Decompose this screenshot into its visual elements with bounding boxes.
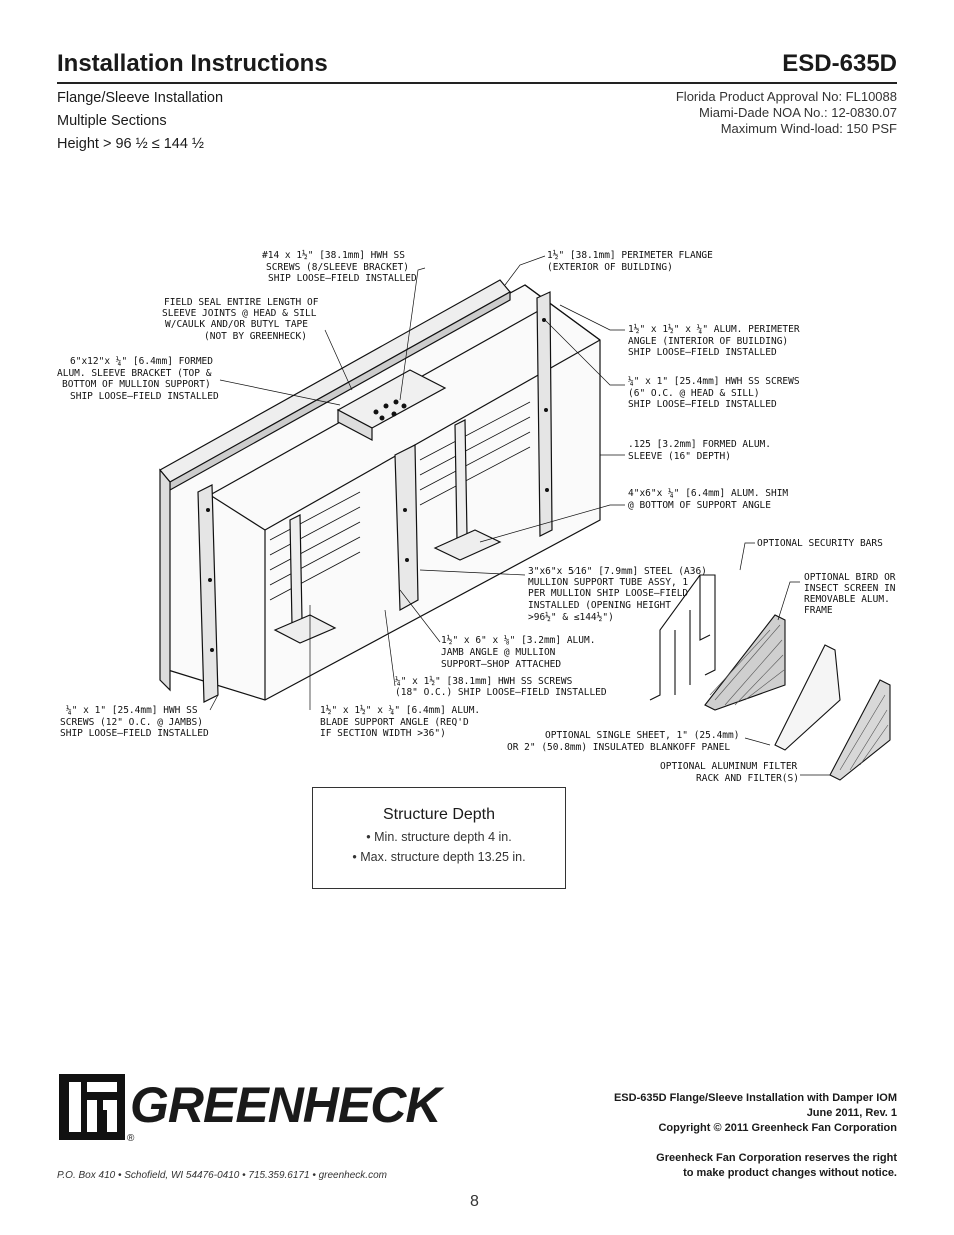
footer-notice-1: Greenheck Fan Corporation reserves the right [656, 1152, 897, 1164]
callout-screws-sleeve-bracket: #14 x 1½" [38.1mm] HWH SS SCREWS (8/SLEEVE BRACKET) SHIP LOOSE–FIELD INSTALLED [262, 250, 417, 284]
subtitle-sections: Multiple Sections [57, 113, 167, 129]
callout-blade-support: 1½" x 1½" x ¼" [6.4mm] ALUM. BLADE SUPPORT ANGLE (REQ'D IF SECTION WIDTH >36") [320, 705, 481, 739]
structure-depth-title: Structure Depth [382, 806, 496, 823]
wind-load: Maximum Wind-load: 150 PSF [720, 121, 897, 136]
footer-copyright: Copyright © 2011 Greenheck Fan Corporation [658, 1122, 897, 1134]
florida-approval: Florida Product Approval No: FL10088 [675, 89, 897, 104]
callout-field-seal: FIELD SEAL ENTIRE LENGTH OF SLEEVE JOINTS @ HEAD & SILL W/CAULK AND/OR BUTYL TAPE (NOT BY GREENHECK) [162, 297, 319, 342]
footer-notice-2: to make product changes without notice. [683, 1167, 897, 1179]
registered-mark: ® [127, 1133, 135, 1144]
callout-formed-sleeve: .125 [3.2mm] FORMED ALUM. SLEEVE (16" DEPTH) [628, 439, 771, 462]
footer-doc-title: ESD-635D Flange/Sleeve Installation with Damper IOM [613, 1092, 897, 1104]
company-address: P.O. Box 410 • Schofield, WI 54476-0410 • 715.359.6171 • greenheck.com [57, 1170, 387, 1181]
callout-mullion-screws: ¼" x 1½" [38.1mm] HWH SS SCREWS (18" O.C.) SHIP LOOSE–FIELD INSTALLED [395, 676, 607, 698]
footer-date: June 2011, Rev. 1 [806, 1107, 897, 1119]
callout-security-bars: OPTIONAL SECURITY BARS [757, 538, 883, 549]
min-depth: • Min. structure depth 4 in. [366, 830, 512, 844]
callout-head-sill-screws: ¼" x 1" [25.4mm] HWH SS SCREWS (6" O.C. @ HEAD & SILL) SHIP LOOSE–FIELD INSTALLED [628, 376, 800, 410]
max-depth: • Max. structure depth 13.25 in. [352, 850, 526, 864]
page-number: 8 [470, 1193, 479, 1210]
callout-sleeve-bracket: 6"x12"x ¼" [6.4mm] FORMED ALUM. SLEEVE BRACKET (TOP & BOTTOM OF MULLION SUPPORT) SHIP LOOSE–FIELD INSTALLED [57, 356, 219, 402]
header-divider [57, 82, 897, 84]
model-number: ESD-635D [782, 50, 897, 77]
callout-jamb-angle: 1½" x 6" x ⅛" [3.2mm] ALUM. JAMB ANGLE @ MULLION SUPPORT–SHOP ATTACHED [441, 635, 596, 670]
callout-perimeter-flange: 1½" [38.1mm] PERIMETER FLANGE (EXTERIOR OF BUILDING) [547, 250, 713, 273]
callout-blankoff-panel: OPTIONAL SINGLE SHEET, 1" (25.4mm) OR 2" (50.8mm) INSULATED BLANKOFF PANEL [507, 730, 740, 753]
subtitle-installation: Flange/Sleeve Installation [57, 90, 224, 106]
callout-insect-screen: OPTIONAL BIRD OR INSECT SCREEN IN REMOVABLE ALUM. FRAME [804, 572, 896, 616]
miami-dade-noa: Miami-Dade NOA No.: 12-0830.07 [699, 105, 897, 120]
callout-shim: 4"x6"x ¼" [6.4mm] ALUM. SHIM @ BOTTOM OF SUPPORT ANGLE [628, 488, 789, 511]
callout-filter-rack: OPTIONAL ALUMINUM FILTER RACK AND FILTER(S) [660, 761, 799, 784]
structure-depth-box [312, 787, 566, 889]
callout-mullion-tube: 3"x6"x 5⁄16" [7.9mm] STEEL (A36) MULLION SUPPORT TUBE ASSY, 1 PER MULLION SHIP LOOSE–FIELD INSTALLED (OPENING HEIGHT >96½" & ≤144½") [528, 566, 707, 623]
callout-jamb-screws: ¼" x 1" [25.4mm] HWH SS SCREWS (12" O.C. @ JAMBS) SHIP LOOSE–FIELD INSTALLED [60, 705, 209, 739]
logo-wordmark: GREENHECK [130, 1077, 441, 1133]
installation-drawing [0, 230, 954, 790]
callout-perimeter-angle: 1½" x 1½" x ¼" ALUM. PERIMETER ANGLE (INTERIOR OF BUILDING) SHIP LOOSE–FIELD INSTALLED [628, 324, 800, 358]
greenheck-logo-icon [57, 1072, 127, 1142]
page-title: Installation Instructions [57, 50, 328, 77]
subtitle-height: Height > 96 ½ ≤ 144 ½ [57, 136, 205, 152]
